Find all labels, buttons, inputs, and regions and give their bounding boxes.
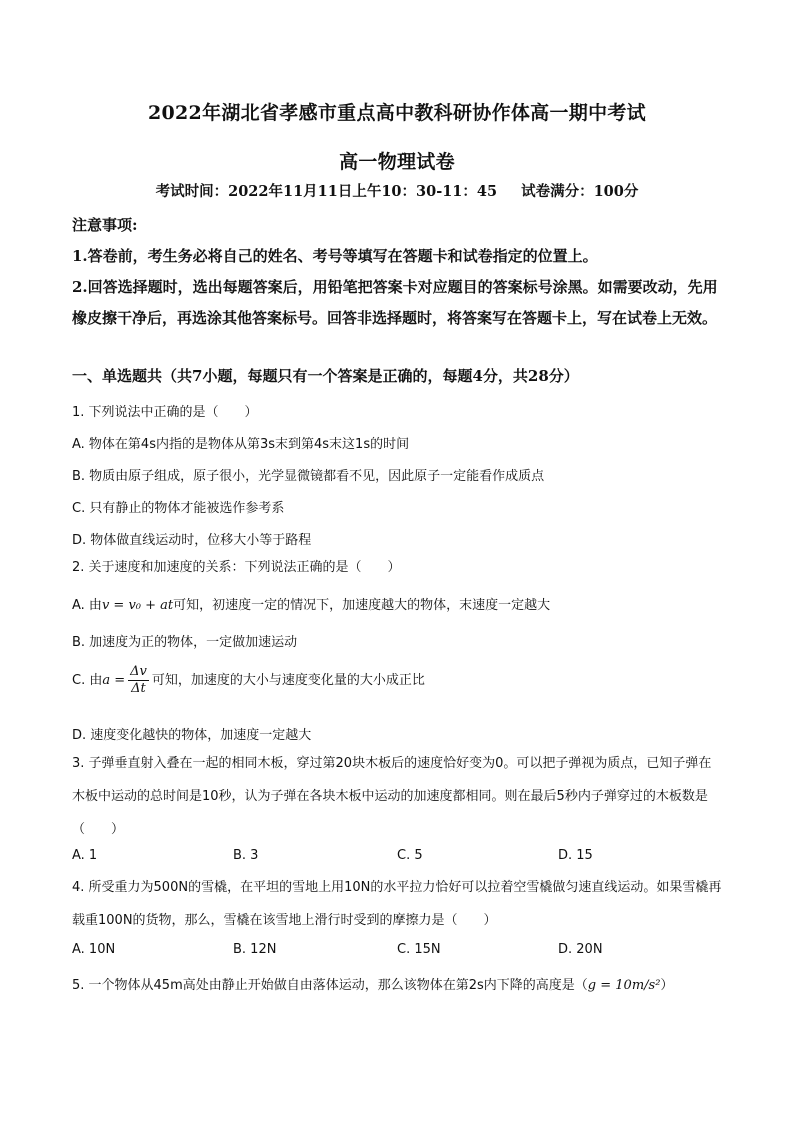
question-1-stem: 1. 下列说法中正确的是（ ） [72,405,258,420]
question-2-option-b: B. 加速度为正的物体，一定做加速运动 [72,635,298,650]
question-1-option-d: D. 物体做直线运动时，位移大小等于路程 [72,533,312,548]
question-4-option-c: C. 15N [397,942,441,957]
question-3-option-a: A. 1 [72,848,98,863]
question-3-option-c: C. 5 [397,848,423,863]
question-1-option-a: A. 物体在第4s内指的是物体从第3s末到第4s末这1s的时间 [72,437,410,452]
question-3-option-d: D. 15 [558,848,593,863]
question-4-stem: 4. 所受重力为500N的雪橇，在平坦的雪地上用10N的水平拉力恰好可以拉着空雪橇做匀速直线运动。如果雪橇再载重100N的货物，那么，雪橇在该雪地上滑行时受到的摩擦力是（ ） [72,880,722,928]
question-4-option-b: B. 12N [233,942,277,957]
notes-heading: 注意事项: [72,216,138,234]
paper-subtitle: 高一物理试卷 [339,151,455,173]
note-item-1: 1.答卷前，考生务必将自己的姓名、考号等填写在答题卡和试卷指定的位置上。 [72,247,598,265]
question-2-option-c: C. 由a = $\frac{\Delta v}{\Delta t}$ 可知，加速度的大小与速度变化量的大小成正比 [72,664,425,696]
exam-time: 考试时间：2022年11月11日上午10：30-11：45 [155,183,498,200]
question-5-stem: 5. 一个物体从45m高处由静止开始做自由落体运动，那么该物体在第2s内下降的高度是（g = 10m/s²） [72,978,674,993]
section-title: 一、单选题共（共7小题，每题只有一个答案是正确的，每题4分，共28分） [72,367,579,385]
full-score: 试卷满分：100分 [521,183,639,200]
gravity-formula: g = 10m/s² [587,978,661,993]
exam-title: 2022年湖北省孝感市重点高中教科研协作体高一期中考试 [148,102,646,124]
question-2-stem: 2. 关于速度和加速度的关系：下列说法正确的是（ ） [72,560,401,575]
note-item-2: 2.回答选择题时，选出每题答案后，用铅笔把答案卡对应题目的答案标号涂黑。如需要改动，先用橡皮擦干净后，再选涂其他答案标号。回答非选择题时，将答案写在答题卡上，写在试卷上无效。 [72,278,718,327]
velocity-formula: v = v₀ + at [101,598,174,613]
question-4-option-d: D. 20N [558,942,603,957]
question-4-option-a: A. 10N [72,942,116,957]
acceleration-fraction: $\frac{\Delta v}{\Delta t}$ [130,664,147,696]
question-1-option-c: C. 只有静止的物体才能被选作参考系 [72,501,285,516]
question-3-stem: 3. 子弹垂直射入叠在一起的相同木板，穿过第20块木板后的速度恰好变为0。可以把子弹视为质点，已知子弹在木板中运动的总时间是10秒，认为子弹在各块木板中运动的加速度都相同。则在最后5秒内子弹穿过的木板数是（ ） [72,756,712,837]
question-2-option-d: D. 速度变化越快的物体，加速度一定越大 [72,728,312,743]
question-2-option-a: A. 由v = v₀ + at可知，初速度一定的情况下，加速度越大的物体，末速度一定越大 [72,598,551,613]
question-3-option-b: B. 3 [233,848,259,863]
question-1-option-b: B. 物质由原子组成，原子很小，光学显微镜都看不见，因此原子一定能看作成质点 [72,469,545,484]
exam-info [0,180,794,201]
